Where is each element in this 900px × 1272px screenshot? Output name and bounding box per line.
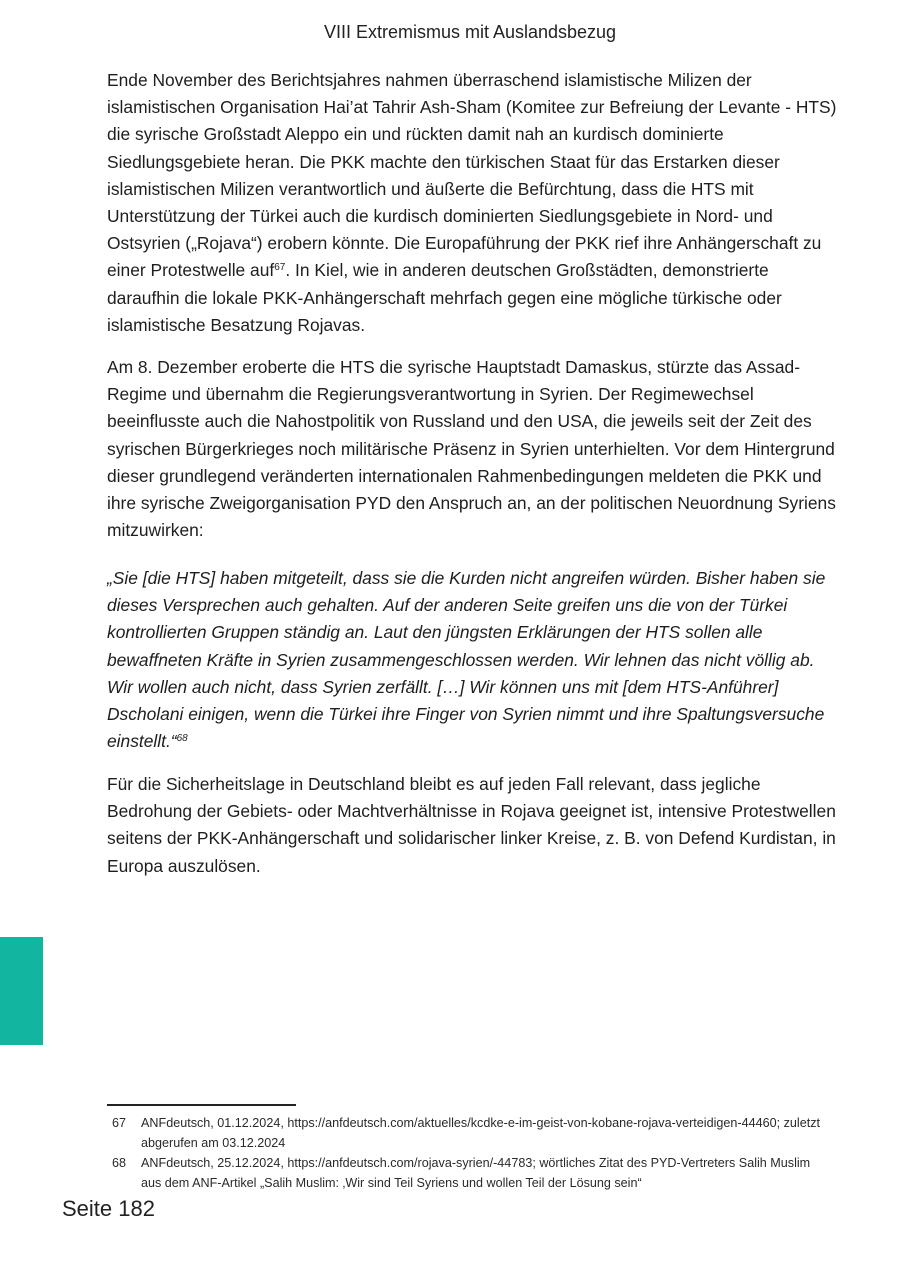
body-paragraph-4 xyxy=(107,771,837,880)
footnotes xyxy=(107,1113,827,1193)
footnote-67 xyxy=(107,1113,827,1153)
quote-text: „Sie [die HTS] haben mitgeteilt, dass sie die Kurden nicht angreifen würden. Bisher haben sie dieses Versprechen auch gehalten. Auf der anderen Seite greifen uns die von der Türkei kontrollierten Gruppen ständig an. Laut den jüngsten Erklärungen der HTS sollen alle bewaffneten Kräfte in Syrien zusammengeschlossen werden. Wir lehnen das nicht völlig ab. Wir wollen auch nicht, dass Syrien zerfällt. […] Wir können uns mit [dem HTS-Anführer] Dscholani einigen, wenn die Türkei ihre Finger von Syrien nimmt und ihre Spaltungsversuche einstellt.“ xyxy=(107,568,826,752)
paragraph-text: Ende November des Berichtsjahres nahmen überraschend islamistische Milizen der islamistischen Organisation Hai’at Tahrir Ash-Sham (Komitee zur Befreiung der Levante - HTS) die syrische Großstadt Aleppo ein und rückten damit nah an kurdisch dominierte Siedlungsgebiete heran. Die PKK machte den türkischen Staat für das Erstarken dieser islamistischen Milizen verantwortlich und äußerte die Befürchtung, dass die HTS mit Unterstützung der Türkei auch die kurdisch dominierten Siedlungsgebiete in Nord- und Ostsyrien („Rojava“) erobern könnte. Die Europaführung der PKK rief ihre Anhängerschaft zu einer Protestwelle auf xyxy=(107,70,837,281)
footnote-ref-68[interactable]: 68 xyxy=(176,733,188,745)
footnote-divider xyxy=(107,1104,296,1106)
chapter-header: VIII Extremismus mit Auslandsbezug xyxy=(323,22,617,42)
body-paragraph-1 xyxy=(107,67,837,339)
paragraph-text: Für die Sicherheitslage in Deutschland bleibt es auf jeden Fall relevant, dass jegliche Bedrohung der Gebiets- oder Machtverhältnisse in Rojava geeignet ist, intensive Protestwellen seitens der PKK-Anhängerschaft und solidarischer linker Kreise, z. B. von Defend Kurdistan, in Europa auszulösen. xyxy=(107,774,836,876)
footnote-68 xyxy=(107,1153,827,1193)
footnote-number: 67 xyxy=(112,1116,127,1130)
footnote-ref-67[interactable]: 67 xyxy=(274,262,286,274)
chapter-color-tab xyxy=(0,937,43,1045)
paragraph-text: Am 8. Dezember eroberte die HTS die syrische Hauptstadt Damaskus, stürzte das Assad-Regime und übernahm die Regierungsverantwortung in Syrien. Der Regimewechsel beeinflusste auch die Nahostpolitik von Russland und den USA, die jeweils seit der Zeit des syrischen Bürgerkrieges noch militärische Präsenz in Syrien unterhielten. Vor dem Hintergrund dieser grundlegend veränderten internationalen Rahmenbedingungen meldeten die PKK und ihre syrische Zweigorganisation PYD den Anspruch an, an der politischen Neuordnung Syriens mitzuwirken: xyxy=(107,357,836,541)
body-paragraph-2 xyxy=(107,354,837,544)
footnote-text: ANFdeutsch, 25.12.2024, https://anfdeutsch.com/rojava-syrien/-44783; wörtliches Zitat des PYD-Vertreters Salih Muslim aus dem ANF-Artikel „Salih Muslim: ‚Wir sind Teil Syriens und wollen Teil der Lösung sein“ xyxy=(141,1156,811,1190)
footnote-number: 68 xyxy=(112,1156,127,1170)
page-number: Seite 182 xyxy=(62,1196,155,1221)
quote-paragraph xyxy=(107,565,837,755)
footnote-text: ANFdeutsch, 01.12.2024, https://anfdeutsch.com/aktuelles/kcdke-e-im-geist-von-kobane-rojava-verteidigen-44460; zuletzt abgerufen am 03.12.2024 xyxy=(141,1116,821,1150)
paragraph-text-continued: . In Kiel, wie in anderen deutschen Großstädten, demonstrierte daraufhin die lokale PKK-Anhängerschaft mehrfach gegen eine mögliche türkische oder islamistische Besatzung Rojavas. xyxy=(107,260,782,335)
